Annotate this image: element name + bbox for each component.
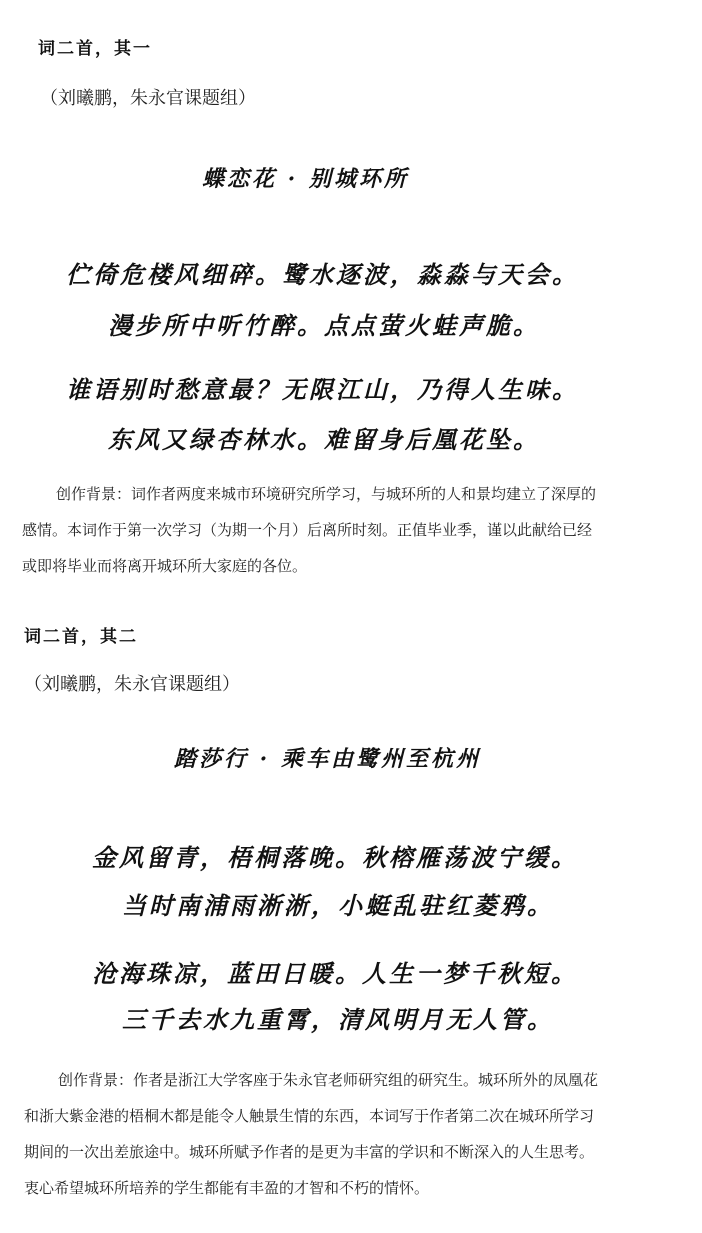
poem1-background-line-2: 感情。本词作于第一次学习（为期一个月）后离所时刻。正值毕业季，谨以此献给已经 <box>22 521 593 539</box>
poem1-background-label: 创作背景： <box>56 485 132 503</box>
poem2-background-line-2: 和浙大紫金港的梧桐木都是能令人触景生情的东西，本词写于作者第二次在城环所学习 <box>24 1107 595 1125</box>
poem2-verse-2: 当时南浦雨淅淅，小蜓乱驻红菱鸦。 <box>122 891 554 920</box>
poem1-title: 蝶恋花 · 别城环所 <box>202 166 409 192</box>
poem2-background <box>24 1062 674 1206</box>
poem1-verse-3: 谁语别时愁意最？无限江山，乃得人生味。 <box>66 375 579 404</box>
poem1-background-line-3: 或即将毕业而将离开城环所大家庭的各位。 <box>22 557 308 575</box>
poem1-background-line-1: 创作背景：词作者两度来城市环境研究所学习，与城环所的人和景均建立了深厚的 <box>56 485 597 503</box>
poem2-authors: （刘曦鹏，朱永官课题组） <box>24 674 240 695</box>
poem2-heading: 词二首，其二 <box>24 627 138 647</box>
poem2-background-line-1: 创作背景：作者是浙江大学客座于朱永官老师研究组的研究生。城环所外的凤凰花 <box>58 1071 599 1089</box>
poem2-verse-4: 三千去水九重霄，清风明月无人管。 <box>122 1005 554 1034</box>
poem1-verse-2: 漫步所中听竹醉。点点萤火蛙声脆。 <box>108 311 540 340</box>
poem1-verse-1: 伫倚危楼风细碎。鹭水逐波，淼淼与天会。 <box>66 260 579 289</box>
poem2-verse-3: 沧海珠凉，蓝田日暖。人生一梦千秋短。 <box>92 959 578 988</box>
poem1-verse-4: 东风又绿杏林水。难留身后凰花坠。 <box>108 425 540 454</box>
poem2-background-label: 创作背景： <box>58 1071 134 1089</box>
poem2-title: 踏莎行 · 乘车由鹭州至杭州 <box>174 746 481 772</box>
poem1-authors: （刘曦鹏，朱永官课题组） <box>40 88 256 109</box>
poem1-background <box>22 476 672 584</box>
poem2-background-line-3: 期间的一次出差旅途中。城环所赋予作者的是更为丰富的学识和不断深入的人生思考。 <box>24 1143 595 1161</box>
poem2-background-line-4: 衷心希望城环所培养的学生都能有丰盈的才智和不朽的情怀。 <box>24 1179 430 1197</box>
poem1-heading: 词二首，其一 <box>38 39 152 59</box>
poem2-verse-1: 金风留青，梧桐落晚。秋榕雁荡波宁缓。 <box>92 843 578 872</box>
